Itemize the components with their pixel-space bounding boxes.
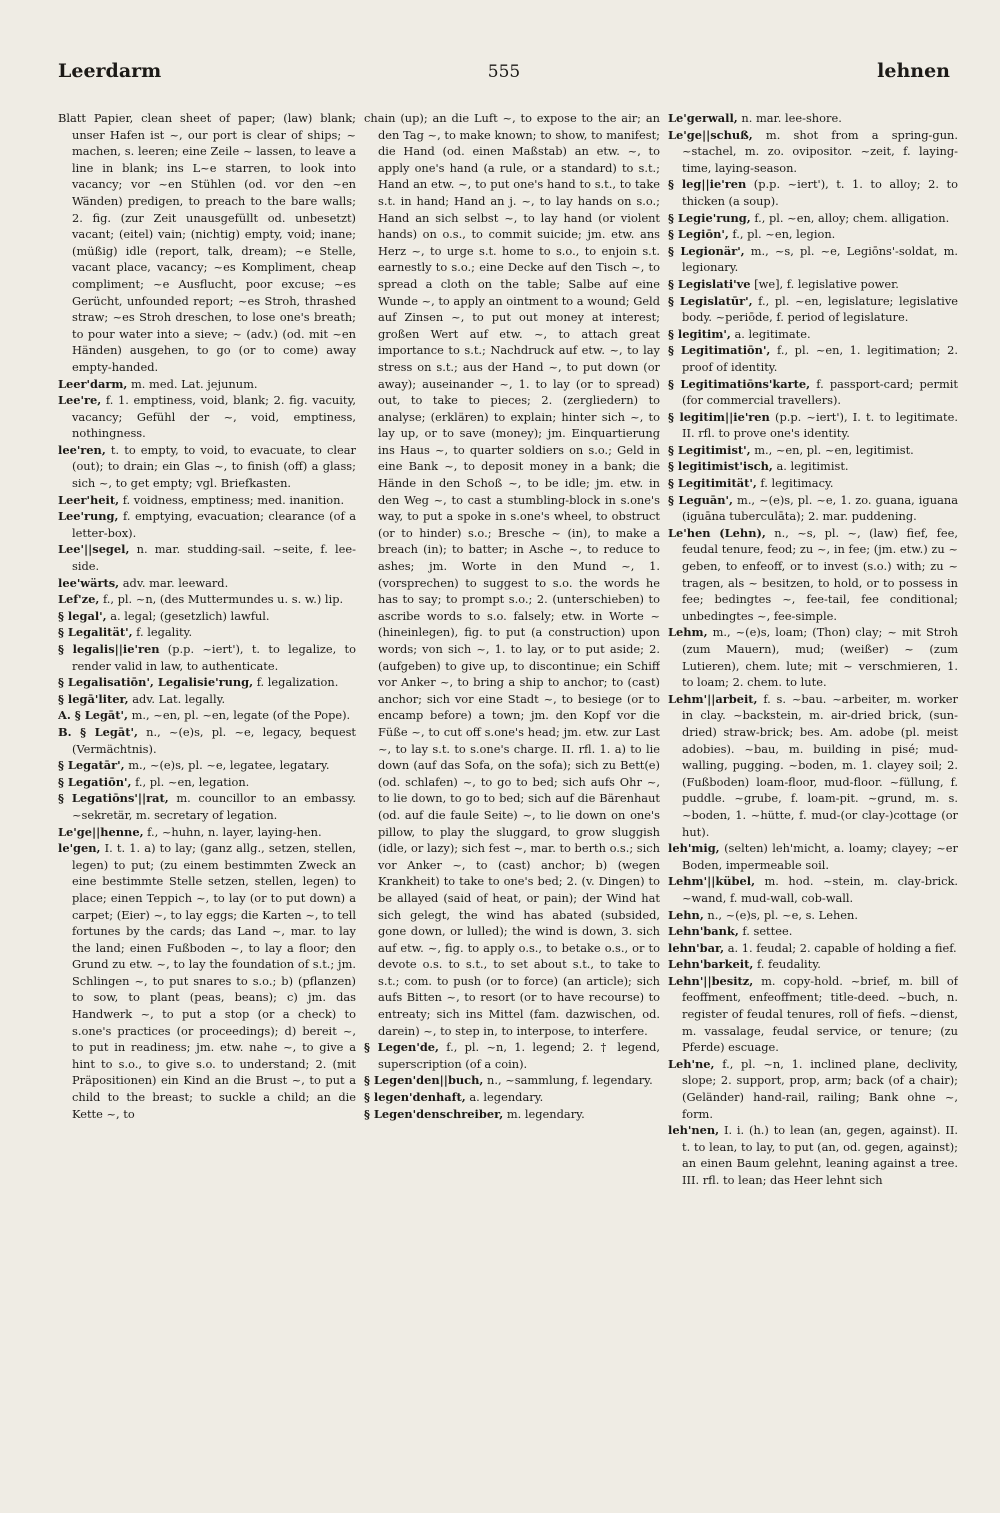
entry-definition: f., pl. ~en, alloy; chem. alligation. (750, 210, 950, 225)
entry-headword: § Legiōn', (668, 227, 729, 242)
entry-definition: f., pl. ~en, legation. (131, 774, 250, 789)
dictionary-entry (668, 973, 958, 1056)
entry-headword: § Legislatūr', (668, 293, 753, 308)
entry-headword: lehn'bar, (668, 940, 725, 955)
entry-headword: § Legatār', (58, 758, 125, 773)
entry-definition: m. hod. ~stein, m. clay-brick. ~wand, f. mud-wall, cob-wall. (682, 874, 958, 905)
entry-headword: Lef'ze, (58, 592, 100, 607)
entry-headword: A. § Legāt', (58, 708, 129, 723)
page-number: 555 (487, 62, 521, 82)
entry-definition: n., ~(e)s, pl. ~e, legacy, bequest (Vermächtnis). (72, 724, 356, 756)
entry-headword: Lee'||segel, (58, 542, 130, 557)
entry-headword: Lehn'bank, (668, 924, 739, 939)
entry-definition: f., ~huhn, n. layer, laying-hen. (143, 824, 322, 839)
entry-definition: m. legendary. (503, 1106, 585, 1121)
dictionary-entry (668, 873, 958, 906)
entry-headword: § leg||ie'ren (668, 177, 747, 192)
entry-definition: f. s. ~bau. ~arbeiter, m. worker in clay. ~backstein, m. air-dried brick, (sun-dried) straw-brick; bes. Am. adobe (pl. meist adobies). ~bau, m. building in pisé; mud-walling, pugging. ~boden, m. 1. clayey soil; 2. (Fußboden) loam-floor, mud-floor. ~füllung, f. puddle. ~grube, f. loam-pit. ~grund, m. s. ~boden, 1. ~hütte, f. mud-(or clay-)cottage (or hut). (682, 691, 958, 839)
dictionary-entry (668, 293, 958, 326)
entry-headword: § legen'denhaft, (364, 1090, 466, 1105)
entry-headword: Leer'darm, (58, 376, 128, 391)
entry-definition: m., ~(e)s, loam; (Thon) clay; ~ mit Stroh (zum Mauern), mud; (weißer) ~ (zum Lutieren), chem. lute; mit ~ verschmieren, 1. to loam; 2. chem. to lute. (682, 625, 958, 690)
dictionary-entry (58, 674, 356, 691)
dictionary-entry (58, 541, 356, 574)
dictionary-entry (668, 691, 958, 840)
left-running-headword: Leerdarm (58, 60, 162, 82)
entry-definition: f., pl. ~en, legion. (728, 227, 836, 242)
entry-headword: Lehn, (668, 907, 704, 922)
dictionary-entry (668, 342, 958, 375)
entry-headword: Le'ge||henne, (58, 824, 144, 839)
entry-headword: lee'ren, (58, 442, 106, 457)
dictionary-entry (668, 376, 958, 409)
entry-definition: a. legitimist. (772, 459, 849, 474)
entry-definition: f., pl. ~n, 1. inclined plane, declivity, slope; 2. support, prop, arm; back (of a chair); (Geländer) hand-rail, railing; Bank ohne ~, form. (682, 1056, 958, 1121)
dictionary-entry (58, 624, 356, 641)
entry-definition: f., pl. ~n, (des Muttermundes u. s. w.) lip. (99, 592, 344, 607)
page-header (58, 60, 950, 96)
entry-headword: § Leguān', (668, 492, 733, 507)
entry-headword: le'gen, (58, 841, 101, 856)
entry-headword: § legā'liter, (58, 691, 129, 706)
entry-headword: § legalis||ie'ren (58, 642, 160, 656)
entry-definition: a. legitimate. (730, 326, 811, 341)
entry-definition: t. to empty, to void, to evacuate, to clear (out); to drain; ein Glas ~, to finish (off) a glass; sich ~, to get empty; vgl. Briefkasten. (72, 442, 356, 491)
entry-definition: I. t. 1. a) to lay; (ganz allg., setzen, stellen, legen) to put; (zu einem bestimmten Zweck an eine bestimmte Stelle setzen, stellen, legen) to place; einen Teppich ~, to lay (or to put down) a carpet; (Eier) ~, to lay eggs; die Karten ~, to tell fortunes by the cards; das Land ~, mar. to lay the land; einen Fußboden ~, to lay a floor; den Grund zu etw. ~, to lay the foundation of s.t.; jm. Schlingen ~, to put snares to s.o.; b) (pflanzen) to sow, to plant (peas, beans); c) jm. das Handwerk ~, to put a stop (or a check) to s.one's practices (or proceedings); d) bereit ~, to put in readiness; jm. etw. nahe ~, to give a hint to s.o., to give s.o. to understand; 2. (mit Präpositionen) ein Kind an die Brust ~, to put a child to the breast; to suckle a child; an die Kette ~, to (72, 841, 356, 1121)
dictionary-entry (668, 907, 958, 924)
entry-headword: § Legalisatiōn', Legalisie'rung, (58, 675, 254, 690)
dictionary-entry (58, 575, 356, 592)
dictionary-entry (668, 276, 958, 293)
entry-definition: (p.p. ~iert'), I. t. to legitimate. II. rfl. to prove one's identity. (682, 409, 958, 441)
dictionary-entry (364, 1089, 660, 1106)
entry-definition: a. 1. feudal; 2. capable of holding a fief. (724, 940, 957, 955)
entry-definition: n., ~(e)s, pl. ~e, s. Lehen. (703, 907, 859, 922)
entry-headword: Lee'rung, (58, 509, 119, 524)
dictionary-entry (58, 608, 356, 625)
entry-headword: § legitimist'isch, (668, 459, 773, 474)
entry-headword: Leh'ne, (668, 1056, 715, 1071)
dictionary-entry (58, 492, 356, 509)
entry-definition: f., pl. ~en, legislature; legislative body. ~periōde, f. period of legislature. (682, 293, 958, 325)
dictionary-entry (58, 392, 356, 442)
dictionary-entry (58, 641, 356, 674)
entry-definition: f., pl. ~n, 1. legend; 2. † legend, superscription (of a coin). (378, 1040, 660, 1071)
entry-definition: (selten) leh'micht, a. loamy; clayey; ~er Boden, impermeable soil. (682, 841, 958, 872)
entry-definition: m. councillor to an embassy. ~sekretär, m. secretary of legation. (72, 791, 356, 822)
entry-headword: § Legitimatiōn', (668, 343, 771, 358)
dictionary-entry (58, 840, 356, 1122)
entry-headword: Lehn'barkeit, (668, 957, 754, 972)
entry-headword: Leer'heit, (58, 492, 120, 507)
dictionary-entry (668, 442, 958, 459)
entry-definition: f. feudality. (753, 957, 821, 972)
dictionary-entry (364, 1072, 660, 1089)
dictionary-entry (58, 691, 356, 708)
entry-definition: f. legality. (132, 625, 193, 640)
entry-headword: Lehm, (668, 625, 708, 640)
dictionary-entry (668, 176, 958, 209)
dictionary-entry (58, 824, 356, 841)
dictionary-entry (668, 1122, 958, 1188)
entry-definition: n., ~sammlung, f. legendary. (483, 1073, 653, 1088)
dictionary-entry (58, 757, 356, 774)
dictionary-entry (668, 326, 958, 343)
dictionary-entry (668, 210, 958, 227)
entry-headword: lee'wärts, (58, 575, 120, 590)
dictionary-entry (58, 774, 356, 791)
entry-headword: § Legitimist', (668, 442, 751, 457)
entry-definition: m., ~(e)s, pl. ~e, legatee, legatary. (124, 758, 330, 773)
entry-headword: Lee're, (58, 393, 102, 408)
entry-definition: m., ~en, pl. ~en, legate (of the Pope). (128, 708, 351, 723)
dictionary-entry (58, 707, 356, 724)
dictionary-entry (668, 492, 958, 525)
entry-headword: leh'mig, (668, 841, 720, 856)
entry-headword: § legal', (58, 608, 107, 623)
entry-headword: § Legatiōn', (58, 774, 132, 789)
entry-definition: n. mar. studding-sail. ~seite, f. lee-side. (72, 542, 356, 574)
entry-definition: a. legal; (gesetzlich) lawful. (106, 608, 270, 623)
entry-definition: a. legendary. (465, 1090, 544, 1105)
dictionary-entry (668, 624, 958, 690)
entry-definition: m. shot from a spring-gun. ~stachel, m. zo. ovipositor. ~zeit, f. laying-time, laying-season. (682, 127, 958, 175)
entry-headword: Le'hen (Lehn), (668, 525, 766, 540)
entry-definition: f. settee. (738, 924, 793, 939)
entry-definition: I. i. (h.) to lean (an, gegen, against). II. t. to lean, to lay, to put (an, od. gegen, against); an einen Baum gelehnt, leaning against a tree. III. rfl. to lean; das Heer lehnt sich (682, 1123, 958, 1187)
entry-headword: Le'ge||schuß, (668, 127, 753, 142)
dictionary-entry (58, 790, 356, 823)
entry-headword: § Legen'denschreiber, (364, 1106, 504, 1121)
dictionary-entry (668, 458, 958, 475)
entry-definition: f. voidness, emptiness; med. inanition. (119, 492, 345, 507)
entry-definition: m., ~s, pl. ~e, Legiōns'-soldat, m. legionary. (682, 243, 958, 275)
entry-definition: [we], f. legislative power. (750, 276, 899, 291)
entry-definition: f. emptying, evacuation; clearance (of a letter-box). (72, 509, 356, 540)
dictionary-entry (364, 1106, 660, 1123)
entry-definition: f. passport-card; permit (for commercial travellers). (682, 376, 958, 408)
entry-definition: adv. mar. leeward. (119, 575, 229, 590)
entry-definition: m. copy-hold. ~brief, m. bill of feoffment, enfeoffment; title-deed. ~buch, n. register of feudal tenures, roll of fiefs. ~dienst, m. vassalage, feudal service, or tenure; (zu Pferde) escuage. (682, 973, 958, 1055)
dictionary-entry (58, 591, 356, 608)
column-right (668, 110, 958, 1490)
dictionary-entry (668, 840, 958, 873)
entry-headword: leh'nen, (668, 1123, 720, 1138)
dictionary-entry (58, 376, 356, 393)
entry-headword: § Legionär', (668, 243, 745, 258)
dictionary-entry (364, 110, 660, 1039)
entry-headword: § Legie'rung, (668, 210, 751, 225)
entry-headword: Lehn'||besitz, (668, 973, 754, 988)
entry-headword: § Legitimität', (668, 476, 757, 491)
entry-definition: f. legalization. (253, 675, 339, 690)
dictionary-entry (668, 127, 958, 177)
entry-headword: § Legitimatiōns'karte, (668, 376, 811, 391)
dictionary-entry (668, 1056, 958, 1122)
dictionary-entry (668, 226, 958, 243)
dictionary-entry (58, 724, 356, 757)
entry-headword: Le'gerwall, (668, 111, 738, 125)
dictionary-entry (668, 110, 958, 127)
entry-definition: n., ~s, pl. ~, (law) fief, fee, feudal tenure, feod; zu ~, in fee; (jm. etw.) zu ~ geben, to enfeoff, or to invest (s.o.) with; zu ~ tragen, als ~ besitzen, to hold, or to possess in fee; bedingtes ~, fee-tail, fee conditional; unbedingtes ~, fee-simple. (682, 525, 958, 623)
entry-headword: § Legatiōns'||rat, (58, 791, 169, 806)
dictionary-entry (58, 508, 356, 541)
dictionary-entry (668, 940, 958, 957)
entry-definition: f. legitimacy. (756, 476, 834, 491)
entry-headword: § legitim', (668, 326, 731, 341)
entry-definition: m., ~(e)s, pl. ~e, 1. zo. guana, iguana (iguāna tuberculāta); 2. mar. puddening. (682, 492, 958, 524)
dictionary-entry (668, 525, 958, 625)
entry-definition: m., ~en, pl. ~en, legitimist. (750, 442, 914, 457)
entry-headword: Lehm'||arbeit, (668, 691, 758, 706)
entry-definition: Blatt Papier, clean sheet of paper; (law) blank; unser Hafen ist ~, our port is clear of ships; ~ machen, s. leeren; eine Zeile ~ lassen, to leave a line in blank; ins L~e starren, to look into vacancy; vor ~en Stühlen (od. vor den ~en Wänden) predigen, to preach to the bare walls; 2. fig. (zur Zeit unausgefüllt od. unbesetzt) vacant; (eitel) vain; (nichtig) empty, void; inane; (müßig) idle (report, talk, dream); ~e Stelle, vacant place, vacancy; ~es Kompliment, cheap compliment; ~e Ausflucht, poor excuse; ~es Gerücht, unfounded report; ~es Stroh, thrashed straw; ~es Stroh dreschen, to lose one's breath; to pour water into a sieve; ~ (adv.) (od. mit ~en Händen) ausgehen, to go (or to come) away empty-handed. (58, 111, 356, 374)
column-left (58, 110, 356, 1490)
dictionary-entry (668, 243, 958, 276)
entry-definition: n. mar. lee-shore. (737, 111, 842, 125)
dictionary-entry (668, 409, 958, 442)
dictionary-entry (668, 956, 958, 973)
dictionary-entry (668, 923, 958, 940)
entry-headword: Lehm'||kübel, (668, 874, 756, 889)
entry-definition: m. med. Lat. jejunum. (127, 376, 258, 391)
entry-definition: f., pl. ~en, 1. legitimation; 2. proof of identity. (682, 343, 958, 374)
entry-definition: chain (up); an die Luft ~, to expose to the air; an den Tag ~, to make known; to show, to manifest; die Hand (od. einen Maßstab) an etw. ~, to apply one's hand (a rule, or a standard) to s.t.; Hand an etw. ~, to put one's hand to s.t., to take s.t. in hand; Hand an j. ~, to lay hands on s.o.; Hand an sich selbst ~, to lay hand (or violent hands) on o.s., to commit suicide; jm. etw. ans Herz ~, to urge s.t. home to s.o., to enjoin s.t. earnestly to s.o.; eine Decke auf den Tisch ~, to spread a cloth on the table; Salbe auf eine Wunde ~, to apply an ointment to a wound; Geld auf Zinsen ~, to put out money at interest; großen Wert auf etw. ~, to attach great importance to s.t.; Nachdruck auf etw. ~, to lay stress on s.t.; aus der Hand ~, to put down (or away); auseinander ~, 1. to lay (or to spread) out, to take to pieces; 2. (zergliedern) to analyse; (erklären) to explain; hinter sich ~, to lay up, or to save (money); jm. Einquartierung ins Haus ~, to quarter soldiers on s.o.; Geld in eine Bank ~, to deposit money in a bank; die Hände in den Schoß ~, to be idle; jm. etw. in den Weg ~, to cast a stumbling-block in s.one's way, to put a spoke in s.one's wheel, to obstruct (or to hinder) s.o.; Bresche ~ (in), to make a breach (in); to batter; in Asche ~, to reduce to ashes; jm. Worte in den Mund ~, 1. (vorsprechen) to suggest to s.o. the words he has to say; to prompt s.o.; 2. (unterschieben) to ascribe words to s.o. falsely; etw. in Worte ~ (hineinlegen), fig. to put (a construction) upon words; von sich ~, 1. to lay, or to put aside; 2. (aufgeben) to give up, to discontinue; ein Schiff vor Anker ~, to bring a ship to anchor; to (cast) anchor; sich vor eine Stadt ~, to besiege (or to encamp before) a town; jm. den Kopf vor die Füße ~, to cut off s.one's head; jm. etw. zur Last ~, to lay s.t. to s.one's charge. II. rfl. 1. a) to lie down (auf das Sofa, on the sofa); sich zu Bett(e) (od. schlafen) ~, to go to bed; sich aufs Ohr ~, to lie down, to go to bed; sich auf die Bärenhaut (od. auf die faule Seite) ~, to lie down on one's pillow, to play the sluggard, to grow sluggish (idle, or lazy); sich fest ~, mar. to berth o.s.; sich vor Anker ~, to (cast) anchor; b) (wegen Krankheit) to take to one's bed; 2. (v. Dingen) to be allayed (said of heat, or pain); der Wind hat sich gelegt, the wind has abated (subsided, gone down, or lulled); the wind is down, 3. sich auf etw. ~, fig. to apply o.s., to betake o.s., or to devote o.s. to s.t., to set about s.t., to take to s.t.; com. to push (or to force) (an article); sich aufs Bitten ~, to resort (or to have recourse) to entreaty; sich ins Mittel (fam. dazwischen, od. darein) ~, to step in, to interpose, to interfere. (364, 111, 660, 1038)
entry-headword: § Legen'de, (364, 1040, 439, 1055)
entry-definition: f. 1. emptiness, void, blank; 2. fig. vacuity, vacancy; Gefühl der ~, void, emptiness, nothingness. (72, 393, 356, 441)
entry-headword: § Legen'den||buch, (364, 1073, 484, 1088)
entry-definition: (p.p. ~iert'), t. to legalize, to render valid in law, to authenticate. (72, 642, 356, 673)
entry-headword: § Legislati've (668, 276, 751, 291)
entry-definition: adv. Lat. legally. (128, 691, 226, 706)
entry-definition: (p.p. ~iert'), t. 1. to alloy; 2. to thicken (a soup). (682, 177, 958, 208)
right-running-headword: lehnen (877, 60, 950, 82)
entry-headword: B. § Legāt', (58, 724, 138, 739)
entry-headword: § Legalität', (58, 625, 133, 640)
dictionary-entry (364, 1039, 660, 1072)
entry-headword: § legitim||ie'ren (668, 409, 770, 424)
dictionary-entry (58, 110, 356, 376)
column-middle (364, 110, 660, 1490)
dictionary-entry (58, 442, 356, 492)
dictionary-entry (668, 475, 958, 492)
